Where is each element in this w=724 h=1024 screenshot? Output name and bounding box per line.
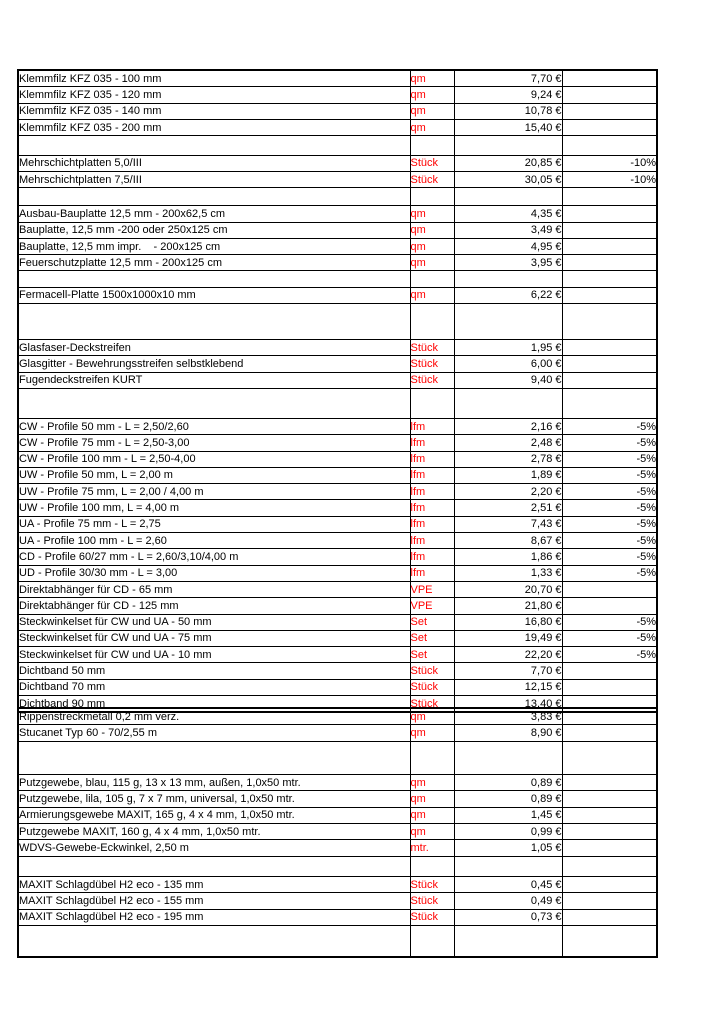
- discount-value: -5%: [562, 614, 657, 630]
- unit-label: qm: [410, 255, 454, 271]
- item-description: Putzgewebe, lila, 105 g, 7 x 7 mm, universal, 1,0x50 mtr.: [18, 791, 410, 807]
- price-row: [18, 340, 657, 356]
- discount-value: -5%: [562, 418, 657, 434]
- item-description: Glasfaser-Deckstreifen: [18, 340, 410, 356]
- price-row: [18, 630, 657, 646]
- price-value: 22,20 €: [454, 647, 562, 663]
- empty-row: [18, 856, 657, 877]
- unit-label: [410, 856, 454, 877]
- price-row: [18, 119, 657, 135]
- unit-label: qm: [410, 103, 454, 119]
- empty-row: [18, 741, 657, 775]
- discount-value: [562, 856, 657, 877]
- price-value: 7,70 €: [454, 663, 562, 679]
- unit-label: Stück: [410, 356, 454, 372]
- price-value: 7,70 €: [454, 70, 562, 87]
- price-value: 0,45 €: [454, 877, 562, 893]
- unit-label: lfm: [410, 418, 454, 434]
- price-row: [18, 451, 657, 467]
- price-row: [18, 791, 657, 807]
- unit-label: Stück: [410, 893, 454, 909]
- price-value: 1,33 €: [454, 565, 562, 581]
- item-description: Steckwinkelset für CW und UA - 50 mm: [18, 614, 410, 630]
- unit-label: qm: [410, 775, 454, 791]
- unit-label: lfm: [410, 516, 454, 532]
- price-table-2: [17, 707, 658, 958]
- unit-label: Stück: [410, 663, 454, 679]
- unit-label: qm: [410, 70, 454, 87]
- item-description: UW - Profile 50 mm, L = 2,00 m: [18, 467, 410, 483]
- item-description: [18, 271, 410, 287]
- discount-value: [562, 340, 657, 356]
- discount-value: -5%: [562, 484, 657, 500]
- price-row: [18, 356, 657, 372]
- unit-label: qm: [410, 238, 454, 254]
- item-description: Klemmfilz KFZ 035 - 100 mm: [18, 70, 410, 87]
- price-value: 9,24 €: [454, 87, 562, 103]
- price-value: 1,86 €: [454, 549, 562, 565]
- item-description: [18, 188, 410, 206]
- item-description: Mehrschichtplatten 7,5/III: [18, 171, 410, 187]
- price-value: 2,48 €: [454, 435, 562, 451]
- price-value: 16,80 €: [454, 614, 562, 630]
- unit-label: [410, 136, 454, 156]
- price-row: [18, 418, 657, 434]
- price-value: 2,20 €: [454, 484, 562, 500]
- item-description: CW - Profile 100 mm - L = 2,50-4,00: [18, 451, 410, 467]
- discount-value: [562, 271, 657, 287]
- item-description: Glasgitter - Bewehrungsstreifen selbstklebend: [18, 356, 410, 372]
- item-description: Dichtband 50 mm: [18, 663, 410, 679]
- unit-label: lfm: [410, 500, 454, 516]
- price-value: 30,05 €: [454, 171, 562, 187]
- price-row: [18, 909, 657, 925]
- unit-label: VPE: [410, 581, 454, 597]
- empty-row: [18, 188, 657, 206]
- item-description: Direktabhänger für CD - 65 mm: [18, 581, 410, 597]
- discount-value: -5%: [562, 647, 657, 663]
- unit-label: Set: [410, 630, 454, 646]
- unit-label: [410, 188, 454, 206]
- discount-value: [562, 304, 657, 340]
- unit-label: qm: [410, 206, 454, 222]
- price-value: [454, 188, 562, 206]
- item-description: Steckwinkelset für CW und UA - 10 mm: [18, 647, 410, 663]
- discount-value: [562, 70, 657, 87]
- price-row: [18, 877, 657, 893]
- price-value: 13,40 €: [454, 696, 562, 713]
- price-row: [18, 255, 657, 271]
- item-description: Armierungsgewebe MAXIT, 165 g, 4 x 4 mm, 1,0x50 mtr.: [18, 807, 410, 823]
- price-value: 2,78 €: [454, 451, 562, 467]
- discount-value: [562, 103, 657, 119]
- price-row: [18, 679, 657, 695]
- discount-value: [562, 877, 657, 893]
- unit-label: [410, 388, 454, 418]
- item-description: [18, 388, 410, 418]
- price-value: 21,80 €: [454, 598, 562, 614]
- discount-value: -5%: [562, 500, 657, 516]
- discount-value: [562, 807, 657, 823]
- discount-value: -5%: [562, 451, 657, 467]
- unit-label: [410, 271, 454, 287]
- price-table-1: [17, 69, 658, 713]
- item-description: Dichtband 90 mm: [18, 696, 410, 713]
- item-description: Bauplatte, 12,5 mm impr. - 200x125 cm: [18, 238, 410, 254]
- unit-label: lfm: [410, 533, 454, 549]
- price-value: [454, 271, 562, 287]
- item-description: [18, 741, 410, 775]
- item-description: MAXIT Schlagdübel H2 eco - 195 mm: [18, 909, 410, 925]
- discount-value: [562, 287, 657, 303]
- price-row: [18, 70, 657, 87]
- unit-label: lfm: [410, 549, 454, 565]
- price-row: [18, 663, 657, 679]
- discount-value: [562, 663, 657, 679]
- price-value: 0,73 €: [454, 909, 562, 925]
- price-value: 8,67 €: [454, 533, 562, 549]
- price-row: [18, 823, 657, 839]
- price-row: [18, 222, 657, 238]
- discount-value: [562, 581, 657, 597]
- discount-value: -5%: [562, 533, 657, 549]
- unit-label: [410, 925, 454, 957]
- price-row: [18, 565, 657, 581]
- item-description: Klemmfilz KFZ 035 - 200 mm: [18, 119, 410, 135]
- item-description: [18, 925, 410, 957]
- price-value: 1,05 €: [454, 840, 562, 856]
- unit-label: qm: [410, 222, 454, 238]
- price-row: [18, 238, 657, 254]
- unit-label: qm: [410, 119, 454, 135]
- item-description: Putzgewebe MAXIT, 160 g, 4 x 4 mm, 1,0x50 mtr.: [18, 823, 410, 839]
- price-value: 1,45 €: [454, 807, 562, 823]
- price-value: 2,51 €: [454, 500, 562, 516]
- price-value: 3,83 €: [454, 708, 562, 725]
- discount-value: [562, 725, 657, 741]
- empty-row: [18, 388, 657, 418]
- discount-value: [562, 372, 657, 388]
- price-value: 8,90 €: [454, 725, 562, 741]
- price-row: [18, 516, 657, 532]
- price-value: 3,95 €: [454, 255, 562, 271]
- price-row: [18, 206, 657, 222]
- item-description: Fermacell-Platte 1500x1000x10 mm: [18, 287, 410, 303]
- price-value: [454, 388, 562, 418]
- discount-value: [562, 708, 657, 725]
- item-description: UA - Profile 100 mm - L = 2,60: [18, 533, 410, 549]
- price-value: 9,40 €: [454, 372, 562, 388]
- item-description: UD - Profile 30/30 mm - L = 3,00: [18, 565, 410, 581]
- price-value: [454, 741, 562, 775]
- price-row: [18, 287, 657, 303]
- discount-value: -5%: [562, 549, 657, 565]
- discount-value: [562, 136, 657, 156]
- item-description: Dichtband 70 mm: [18, 679, 410, 695]
- item-description: MAXIT Schlagdübel H2 eco - 135 mm: [18, 877, 410, 893]
- price-value: 0,89 €: [454, 791, 562, 807]
- item-description: Steckwinkelset für CW und UA - 75 mm: [18, 630, 410, 646]
- empty-row: [18, 271, 657, 287]
- price-value: 0,99 €: [454, 823, 562, 839]
- price-value: 10,78 €: [454, 103, 562, 119]
- discount-value: [562, 925, 657, 957]
- unit-label: lfm: [410, 467, 454, 483]
- item-description: [18, 856, 410, 877]
- discount-value: -10%: [562, 155, 657, 171]
- discount-value: [562, 87, 657, 103]
- item-description: [18, 304, 410, 340]
- unit-label: Stück: [410, 340, 454, 356]
- price-row: [18, 581, 657, 597]
- item-description: Feuerschutzplatte 12,5 mm - 200x125 cm: [18, 255, 410, 271]
- unit-label: [410, 741, 454, 775]
- price-row: [18, 155, 657, 171]
- price-value: [454, 304, 562, 340]
- price-row: [18, 647, 657, 663]
- empty-row: [18, 136, 657, 156]
- price-value: 3,49 €: [454, 222, 562, 238]
- price-row: [18, 171, 657, 187]
- price-row: [18, 725, 657, 741]
- price-value: 4,35 €: [454, 206, 562, 222]
- discount-value: -5%: [562, 565, 657, 581]
- item-description: WDVS-Gewebe-Eckwinkel, 2,50 m: [18, 840, 410, 856]
- discount-value: [562, 238, 657, 254]
- discount-value: [562, 222, 657, 238]
- unit-label: lfm: [410, 451, 454, 467]
- price-value: 12,15 €: [454, 679, 562, 695]
- price-row: [18, 484, 657, 500]
- discount-value: [562, 823, 657, 839]
- price-row: [18, 598, 657, 614]
- discount-value: [562, 598, 657, 614]
- price-value: 7,43 €: [454, 516, 562, 532]
- price-row: [18, 103, 657, 119]
- discount-value: [562, 255, 657, 271]
- item-description: MAXIT Schlagdübel H2 eco - 155 mm: [18, 893, 410, 909]
- item-description: [18, 136, 410, 156]
- price-value: [454, 856, 562, 877]
- price-row: [18, 775, 657, 791]
- price-value: 6,22 €: [454, 287, 562, 303]
- unit-label: qm: [410, 791, 454, 807]
- item-description: Direktabhänger für CD - 125 mm: [18, 598, 410, 614]
- item-description: CW - Profile 75 mm - L = 2,50-3,00: [18, 435, 410, 451]
- price-value: 6,00 €: [454, 356, 562, 372]
- item-description: Klemmfilz KFZ 035 - 140 mm: [18, 103, 410, 119]
- price-row: [18, 807, 657, 823]
- unit-label: qm: [410, 708, 454, 725]
- price-row: [18, 893, 657, 909]
- discount-value: [562, 909, 657, 925]
- item-description: CD - Profile 60/27 mm - L = 2,60/3,10/4,00 m: [18, 549, 410, 565]
- price-row: [18, 549, 657, 565]
- unit-label: Stück: [410, 877, 454, 893]
- unit-label: Stück: [410, 372, 454, 388]
- price-row: [18, 435, 657, 451]
- price-value: 1,95 €: [454, 340, 562, 356]
- price-row: [18, 840, 657, 856]
- discount-value: -10%: [562, 171, 657, 187]
- item-description: Bauplatte, 12,5 mm -200 oder 250x125 cm: [18, 222, 410, 238]
- empty-row: [18, 925, 657, 957]
- unit-label: Stück: [410, 155, 454, 171]
- item-description: Rippenstreckmetall 0,2 mm verz.: [18, 708, 410, 725]
- unit-label: [410, 304, 454, 340]
- price-value: 0,49 €: [454, 893, 562, 909]
- price-row: [18, 500, 657, 516]
- item-description: UW - Profile 75 mm, L = 2,00 / 4,00 m: [18, 484, 410, 500]
- discount-value: [562, 840, 657, 856]
- item-description: CW - Profile 50 mm - L = 2,50/2,60: [18, 418, 410, 434]
- price-row: [18, 467, 657, 483]
- unit-label: VPE: [410, 598, 454, 614]
- price-value: [454, 136, 562, 156]
- unit-label: mtr.: [410, 840, 454, 856]
- discount-value: [562, 388, 657, 418]
- item-description: UA - Profile 75 mm - L = 2,75: [18, 516, 410, 532]
- discount-value: [562, 775, 657, 791]
- discount-value: [562, 188, 657, 206]
- unit-label: qm: [410, 807, 454, 823]
- price-value: 20,70 €: [454, 581, 562, 597]
- discount-value: [562, 206, 657, 222]
- price-value: 19,49 €: [454, 630, 562, 646]
- discount-value: [562, 893, 657, 909]
- discount-value: -5%: [562, 467, 657, 483]
- price-value: 0,89 €: [454, 775, 562, 791]
- price-value: 2,16 €: [454, 418, 562, 434]
- unit-label: Set: [410, 647, 454, 663]
- price-value: 20,85 €: [454, 155, 562, 171]
- unit-label: lfm: [410, 435, 454, 451]
- price-value: 1,89 €: [454, 467, 562, 483]
- unit-label: Set: [410, 614, 454, 630]
- unit-label: qm: [410, 87, 454, 103]
- unit-label: qm: [410, 725, 454, 741]
- price-row: [18, 87, 657, 103]
- item-description: UW - Profile 100 mm, L = 4,00 m: [18, 500, 410, 516]
- price-row: [18, 372, 657, 388]
- unit-label: Stück: [410, 696, 454, 713]
- price-value: 15,40 €: [454, 119, 562, 135]
- discount-value: [562, 679, 657, 695]
- unit-label: Stück: [410, 679, 454, 695]
- discount-value: [562, 741, 657, 775]
- price-table-2-body: [18, 708, 657, 957]
- empty-row: [18, 304, 657, 340]
- item-description: Ausbau-Bauplatte 12,5 mm - 200x62,5 cm: [18, 206, 410, 222]
- price-row: [18, 708, 657, 725]
- unit-label: lfm: [410, 484, 454, 500]
- discount-value: -5%: [562, 435, 657, 451]
- price-row: [18, 533, 657, 549]
- unit-label: Stück: [410, 909, 454, 925]
- item-description: Stucanet Typ 60 - 70/2,55 m: [18, 725, 410, 741]
- discount-value: [562, 119, 657, 135]
- price-value: [454, 925, 562, 957]
- discount-value: -5%: [562, 516, 657, 532]
- unit-label: qm: [410, 287, 454, 303]
- item-description: Fugendeckstreifen KURT: [18, 372, 410, 388]
- discount-value: -5%: [562, 630, 657, 646]
- discount-value: [562, 791, 657, 807]
- discount-value: [562, 356, 657, 372]
- item-description: Klemmfilz KFZ 035 - 120 mm: [18, 87, 410, 103]
- price-value: 4,95 €: [454, 238, 562, 254]
- item-description: Mehrschichtplatten 5,0/III: [18, 155, 410, 171]
- price-row: [18, 614, 657, 630]
- unit-label: Stück: [410, 171, 454, 187]
- unit-label: lfm: [410, 565, 454, 581]
- item-description: Putzgewebe, blau, 115 g, 13 x 13 mm, außen, 1,0x50 mtr.: [18, 775, 410, 791]
- price-table-1-body: [18, 70, 657, 712]
- unit-label: qm: [410, 823, 454, 839]
